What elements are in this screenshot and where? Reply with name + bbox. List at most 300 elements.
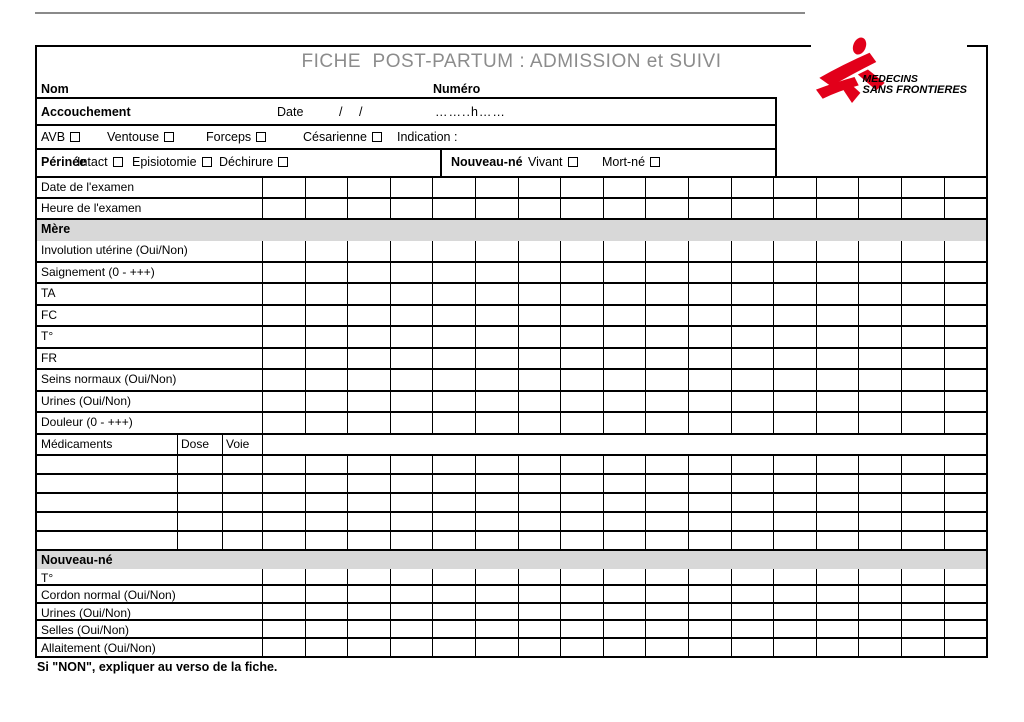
grid-cell[interactable] xyxy=(475,327,518,347)
grid-cell[interactable] xyxy=(390,327,433,347)
grid-cell[interactable] xyxy=(773,392,816,412)
grid-cell[interactable] xyxy=(603,532,646,549)
grid-cell[interactable] xyxy=(901,569,944,585)
grid-cell[interactable] xyxy=(390,513,433,530)
grid-cell[interactable] xyxy=(347,532,390,549)
grid-cell[interactable] xyxy=(347,494,390,511)
grid-cell[interactable] xyxy=(944,178,987,197)
grid-cell[interactable] xyxy=(475,586,518,602)
grid-cell[interactable] xyxy=(518,532,561,549)
grid-cell[interactable] xyxy=(688,475,731,492)
grid-cell[interactable] xyxy=(858,586,901,602)
grid-cell[interactable] xyxy=(603,306,646,326)
grid-cell[interactable] xyxy=(688,284,731,304)
grid-cell[interactable] xyxy=(901,413,944,433)
grid-cell[interactable] xyxy=(432,370,475,390)
grid-cell[interactable] xyxy=(432,263,475,283)
grid-cell[interactable] xyxy=(262,569,305,585)
grid-cell[interactable] xyxy=(816,532,859,549)
medication-name-cell[interactable] xyxy=(37,475,177,492)
grid-cell[interactable] xyxy=(390,263,433,283)
grid-cell[interactable] xyxy=(305,604,348,620)
medication-dose-cell[interactable] xyxy=(177,475,222,492)
ventouse-checkbox[interactable] xyxy=(164,132,174,142)
grid-cell[interactable] xyxy=(603,370,646,390)
grid-cell[interactable] xyxy=(816,349,859,369)
grid-cell[interactable] xyxy=(901,370,944,390)
grid-cell[interactable] xyxy=(645,586,688,602)
grid-cell[interactable] xyxy=(305,639,348,657)
grid-cell[interactable] xyxy=(390,494,433,511)
grid-cell[interactable] xyxy=(773,456,816,473)
grid-cell[interactable] xyxy=(773,327,816,347)
grid-cell[interactable] xyxy=(688,306,731,326)
grid-cell[interactable] xyxy=(773,199,816,218)
grid-cell[interactable] xyxy=(390,306,433,326)
grid-cell[interactable] xyxy=(262,413,305,433)
grid-cell[interactable] xyxy=(858,604,901,620)
grid-cell[interactable] xyxy=(645,306,688,326)
grid-cell[interactable] xyxy=(390,475,433,492)
grid-cell[interactable] xyxy=(390,199,433,218)
grid-cell[interactable] xyxy=(518,569,561,585)
vivant-checkbox[interactable] xyxy=(568,157,578,167)
grid-cell[interactable] xyxy=(518,349,561,369)
grid-cell[interactable] xyxy=(432,494,475,511)
grid-cell[interactable] xyxy=(816,604,859,620)
grid-cell[interactable] xyxy=(262,586,305,602)
grid-cell[interactable] xyxy=(432,241,475,261)
grid-cell[interactable] xyxy=(688,569,731,585)
grid-cell[interactable] xyxy=(603,349,646,369)
grid-cell[interactable] xyxy=(645,604,688,620)
grid-cell[interactable] xyxy=(773,604,816,620)
grid-cell[interactable] xyxy=(432,327,475,347)
grid-cell[interactable] xyxy=(773,569,816,585)
grid-cell[interactable] xyxy=(560,199,603,218)
grid-cell[interactable] xyxy=(518,413,561,433)
medication-voie-cell[interactable] xyxy=(222,456,262,473)
grid-cell[interactable] xyxy=(645,263,688,283)
grid-cell[interactable] xyxy=(390,349,433,369)
grid-cell[interactable] xyxy=(432,639,475,657)
grid-cell[interactable] xyxy=(688,392,731,412)
grid-cell[interactable] xyxy=(262,532,305,549)
grid-cell[interactable] xyxy=(731,456,774,473)
grid-cell[interactable] xyxy=(432,392,475,412)
grid-cell[interactable] xyxy=(603,456,646,473)
grid-cell[interactable] xyxy=(518,327,561,347)
grid-cell[interactable] xyxy=(731,178,774,197)
grid-cell[interactable] xyxy=(603,475,646,492)
grid-cell[interactable] xyxy=(944,284,987,304)
grid-cell[interactable] xyxy=(560,349,603,369)
grid-cell[interactable] xyxy=(773,241,816,261)
grid-cell[interactable] xyxy=(560,494,603,511)
grid-cell[interactable] xyxy=(688,327,731,347)
grid-cell[interactable] xyxy=(347,392,390,412)
grid-cell[interactable] xyxy=(773,532,816,549)
grid-cell[interactable] xyxy=(262,178,305,197)
grid-cell[interactable] xyxy=(773,639,816,657)
grid-cell[interactable] xyxy=(645,284,688,304)
grid-cell[interactable] xyxy=(731,475,774,492)
grid-cell[interactable] xyxy=(645,513,688,530)
grid-cell[interactable] xyxy=(262,349,305,369)
grid-cell[interactable] xyxy=(858,370,901,390)
grid-cell[interactable] xyxy=(731,306,774,326)
grid-cell[interactable] xyxy=(901,456,944,473)
grid-cell[interactable] xyxy=(603,413,646,433)
grid-cell[interactable] xyxy=(858,475,901,492)
forceps-checkbox[interactable] xyxy=(256,132,266,142)
grid-cell[interactable] xyxy=(390,532,433,549)
grid-cell[interactable] xyxy=(560,639,603,657)
grid-cell[interactable] xyxy=(518,621,561,637)
grid-cell[interactable] xyxy=(560,604,603,620)
grid-cell[interactable] xyxy=(560,241,603,261)
grid-cell[interactable] xyxy=(645,178,688,197)
grid-cell[interactable] xyxy=(731,392,774,412)
medication-dose-cell[interactable] xyxy=(177,494,222,511)
grid-cell[interactable] xyxy=(305,456,348,473)
grid-cell[interactable] xyxy=(347,586,390,602)
grid-cell[interactable] xyxy=(944,327,987,347)
date-field[interactable] xyxy=(317,99,427,124)
grid-cell[interactable] xyxy=(603,284,646,304)
medication-voie-cell[interactable] xyxy=(222,475,262,492)
grid-cell[interactable] xyxy=(518,475,561,492)
grid-cell[interactable] xyxy=(347,199,390,218)
grid-cell[interactable] xyxy=(688,178,731,197)
grid-cell[interactable] xyxy=(603,263,646,283)
grid-cell[interactable] xyxy=(901,327,944,347)
medication-dose-cell[interactable] xyxy=(177,513,222,530)
grid-cell[interactable] xyxy=(603,327,646,347)
grid-cell[interactable] xyxy=(475,199,518,218)
grid-cell[interactable] xyxy=(645,639,688,657)
grid-cell[interactable] xyxy=(262,494,305,511)
grid-cell[interactable] xyxy=(858,263,901,283)
grid-cell[interactable] xyxy=(432,586,475,602)
grid-cell[interactable] xyxy=(944,604,987,620)
grid-cell[interactable] xyxy=(816,586,859,602)
grid-cell[interactable] xyxy=(518,456,561,473)
grid-cell[interactable] xyxy=(944,456,987,473)
grid-cell[interactable] xyxy=(603,569,646,585)
grid-cell[interactable] xyxy=(901,586,944,602)
grid-cell[interactable] xyxy=(347,327,390,347)
grid-cell[interactable] xyxy=(432,456,475,473)
grid-cell[interactable] xyxy=(305,327,348,347)
grid-cell[interactable] xyxy=(603,513,646,530)
grid-cell[interactable] xyxy=(901,263,944,283)
indication-field[interactable] xyxy=(465,126,765,148)
grid-cell[interactable] xyxy=(560,392,603,412)
grid-cell[interactable] xyxy=(731,284,774,304)
grid-cell[interactable] xyxy=(560,306,603,326)
grid-cell[interactable] xyxy=(262,370,305,390)
grid-cell[interactable] xyxy=(858,513,901,530)
grid-cell[interactable] xyxy=(390,178,433,197)
grid-cell[interactable] xyxy=(262,392,305,412)
grid-cell[interactable] xyxy=(347,639,390,657)
grid-cell[interactable] xyxy=(347,284,390,304)
grid-cell[interactable] xyxy=(688,513,731,530)
grid-cell[interactable] xyxy=(347,475,390,492)
grid-cell[interactable] xyxy=(262,513,305,530)
grid-cell[interactable] xyxy=(688,349,731,369)
grid-cell[interactable] xyxy=(688,199,731,218)
grid-cell[interactable] xyxy=(773,586,816,602)
grid-cell[interactable] xyxy=(432,621,475,637)
grid-cell[interactable] xyxy=(603,199,646,218)
grid-cell[interactable] xyxy=(688,621,731,637)
grid-cell[interactable] xyxy=(262,639,305,657)
intact-checkbox[interactable] xyxy=(113,157,123,167)
grid-cell[interactable] xyxy=(475,370,518,390)
grid-cell[interactable] xyxy=(347,513,390,530)
grid-cell[interactable] xyxy=(858,532,901,549)
grid-cell[interactable] xyxy=(645,241,688,261)
grid-cell[interactable] xyxy=(603,621,646,637)
grid-cell[interactable] xyxy=(262,604,305,620)
grid-cell[interactable] xyxy=(475,392,518,412)
grid-cell[interactable] xyxy=(731,349,774,369)
grid-cell[interactable] xyxy=(645,475,688,492)
grid-cell[interactable] xyxy=(305,413,348,433)
grid-cell[interactable] xyxy=(390,370,433,390)
grid-cell[interactable] xyxy=(944,413,987,433)
grid-cell[interactable] xyxy=(305,513,348,530)
grid-cell[interactable] xyxy=(390,392,433,412)
grid-cell[interactable] xyxy=(773,306,816,326)
grid-cell[interactable] xyxy=(731,513,774,530)
grid-cell[interactable] xyxy=(901,199,944,218)
grid-cell[interactable] xyxy=(305,306,348,326)
grid-cell[interactable] xyxy=(944,513,987,530)
grid-cell[interactable] xyxy=(645,569,688,585)
grid-cell[interactable] xyxy=(688,263,731,283)
grid-cell[interactable] xyxy=(731,604,774,620)
medication-voie-cell[interactable] xyxy=(222,532,262,549)
grid-cell[interactable] xyxy=(645,532,688,549)
grid-cell[interactable] xyxy=(390,639,433,657)
grid-cell[interactable] xyxy=(475,349,518,369)
grid-cell[interactable] xyxy=(518,604,561,620)
grid-cell[interactable] xyxy=(518,178,561,197)
grid-cell[interactable] xyxy=(731,327,774,347)
grid-cell[interactable] xyxy=(901,513,944,530)
grid-cell[interactable] xyxy=(305,586,348,602)
grid-cell[interactable] xyxy=(901,639,944,657)
grid-cell[interactable] xyxy=(560,370,603,390)
grid-cell[interactable] xyxy=(688,241,731,261)
grid-cell[interactable] xyxy=(901,392,944,412)
grid-cell[interactable] xyxy=(773,349,816,369)
grid-cell[interactable] xyxy=(944,349,987,369)
grid-cell[interactable] xyxy=(688,639,731,657)
grid-cell[interactable] xyxy=(518,284,561,304)
grid-cell[interactable] xyxy=(432,475,475,492)
grid-cell[interactable] xyxy=(475,475,518,492)
grid-cell[interactable] xyxy=(305,284,348,304)
grid-cell[interactable] xyxy=(518,586,561,602)
grid-cell[interactable] xyxy=(688,586,731,602)
avb-checkbox[interactable] xyxy=(70,132,80,142)
grid-cell[interactable] xyxy=(518,513,561,530)
grid-cell[interactable] xyxy=(645,327,688,347)
grid-cell[interactable] xyxy=(645,392,688,412)
grid-cell[interactable] xyxy=(390,586,433,602)
grid-cell[interactable] xyxy=(901,306,944,326)
medication-name-cell[interactable] xyxy=(37,494,177,511)
grid-cell[interactable] xyxy=(475,532,518,549)
grid-cell[interactable] xyxy=(262,284,305,304)
grid-cell[interactable] xyxy=(560,456,603,473)
grid-cell[interactable] xyxy=(305,392,348,412)
grid-cell[interactable] xyxy=(816,569,859,585)
grid-cell[interactable] xyxy=(858,621,901,637)
grid-cell[interactable] xyxy=(432,349,475,369)
grid-cell[interactable] xyxy=(858,494,901,511)
grid-cell[interactable] xyxy=(944,621,987,637)
grid-cell[interactable] xyxy=(731,639,774,657)
grid-cell[interactable] xyxy=(305,178,348,197)
grid-cell[interactable] xyxy=(816,241,859,261)
grid-cell[interactable] xyxy=(858,569,901,585)
grid-cell[interactable] xyxy=(816,327,859,347)
grid-cell[interactable] xyxy=(603,604,646,620)
grid-cell[interactable] xyxy=(432,532,475,549)
grid-cell[interactable] xyxy=(731,263,774,283)
grid-cell[interactable] xyxy=(901,284,944,304)
grid-cell[interactable] xyxy=(944,475,987,492)
grid-cell[interactable] xyxy=(305,370,348,390)
grid-cell[interactable] xyxy=(688,456,731,473)
grid-cell[interactable] xyxy=(858,241,901,261)
grid-cell[interactable] xyxy=(390,284,433,304)
grid-cell[interactable] xyxy=(731,569,774,585)
grid-cell[interactable] xyxy=(347,370,390,390)
grid-cell[interactable] xyxy=(475,263,518,283)
grid-cell[interactable] xyxy=(262,621,305,637)
grid-cell[interactable] xyxy=(560,284,603,304)
grid-cell[interactable] xyxy=(560,263,603,283)
grid-cell[interactable] xyxy=(518,639,561,657)
grid-cell[interactable] xyxy=(518,392,561,412)
grid-cell[interactable] xyxy=(773,263,816,283)
grid-cell[interactable] xyxy=(731,199,774,218)
grid-cell[interactable] xyxy=(816,413,859,433)
grid-cell[interactable] xyxy=(773,413,816,433)
grid-cell[interactable] xyxy=(560,327,603,347)
grid-cell[interactable] xyxy=(816,306,859,326)
medication-name-cell[interactable] xyxy=(37,532,177,549)
grid-cell[interactable] xyxy=(432,284,475,304)
grid-cell[interactable] xyxy=(603,639,646,657)
grid-cell[interactable] xyxy=(475,413,518,433)
grid-cell[interactable] xyxy=(858,199,901,218)
grid-cell[interactable] xyxy=(262,306,305,326)
grid-cell[interactable] xyxy=(560,513,603,530)
grid-cell[interactable] xyxy=(305,475,348,492)
grid-cell[interactable] xyxy=(347,349,390,369)
grid-cell[interactable] xyxy=(731,370,774,390)
grid-cell[interactable] xyxy=(731,241,774,261)
grid-cell[interactable] xyxy=(645,413,688,433)
grid-cell[interactable] xyxy=(560,413,603,433)
grid-cell[interactable] xyxy=(518,241,561,261)
grid-cell[interactable] xyxy=(816,639,859,657)
grid-cell[interactable] xyxy=(816,456,859,473)
grid-cell[interactable] xyxy=(603,241,646,261)
grid-cell[interactable] xyxy=(901,494,944,511)
grid-cell[interactable] xyxy=(944,199,987,218)
grid-cell[interactable] xyxy=(858,392,901,412)
grid-cell[interactable] xyxy=(390,413,433,433)
grid-cell[interactable] xyxy=(645,199,688,218)
grid-cell[interactable] xyxy=(816,199,859,218)
grid-cell[interactable] xyxy=(347,604,390,620)
grid-cell[interactable] xyxy=(518,306,561,326)
grid-cell[interactable] xyxy=(390,456,433,473)
grid-cell[interactable] xyxy=(518,263,561,283)
grid-cell[interactable] xyxy=(901,475,944,492)
grid-cell[interactable] xyxy=(305,241,348,261)
grid-cell[interactable] xyxy=(603,494,646,511)
grid-cell[interactable] xyxy=(560,586,603,602)
grid-cell[interactable] xyxy=(816,621,859,637)
grid-cell[interactable] xyxy=(262,241,305,261)
grid-cell[interactable] xyxy=(347,241,390,261)
grid-cell[interactable] xyxy=(901,178,944,197)
medication-dose-cell[interactable] xyxy=(177,532,222,549)
grid-cell[interactable] xyxy=(475,241,518,261)
grid-cell[interactable] xyxy=(944,569,987,585)
grid-cell[interactable] xyxy=(944,494,987,511)
grid-cell[interactable] xyxy=(475,178,518,197)
grid-cell[interactable] xyxy=(347,263,390,283)
cesarienne-checkbox[interactable] xyxy=(372,132,382,142)
grid-cell[interactable] xyxy=(432,306,475,326)
grid-cell[interactable] xyxy=(858,456,901,473)
mortne-checkbox[interactable] xyxy=(650,157,660,167)
grid-cell[interactable] xyxy=(347,621,390,637)
grid-cell[interactable] xyxy=(688,532,731,549)
name-field[interactable] xyxy=(77,78,427,99)
grid-cell[interactable] xyxy=(305,494,348,511)
grid-cell[interactable] xyxy=(858,327,901,347)
grid-cell[interactable] xyxy=(858,349,901,369)
grid-cell[interactable] xyxy=(475,639,518,657)
grid-cell[interactable] xyxy=(645,456,688,473)
grid-cell[interactable] xyxy=(518,199,561,218)
grid-cell[interactable] xyxy=(816,263,859,283)
grid-cell[interactable] xyxy=(347,178,390,197)
grid-cell[interactable] xyxy=(305,621,348,637)
grid-cell[interactable] xyxy=(645,494,688,511)
grid-cell[interactable] xyxy=(432,199,475,218)
grid-cell[interactable] xyxy=(390,604,433,620)
grid-cell[interactable] xyxy=(432,569,475,585)
grid-cell[interactable] xyxy=(731,586,774,602)
grid-cell[interactable] xyxy=(518,494,561,511)
grid-cell[interactable] xyxy=(773,475,816,492)
grid-cell[interactable] xyxy=(305,532,348,549)
grid-cell[interactable] xyxy=(262,327,305,347)
grid-cell[interactable] xyxy=(858,178,901,197)
